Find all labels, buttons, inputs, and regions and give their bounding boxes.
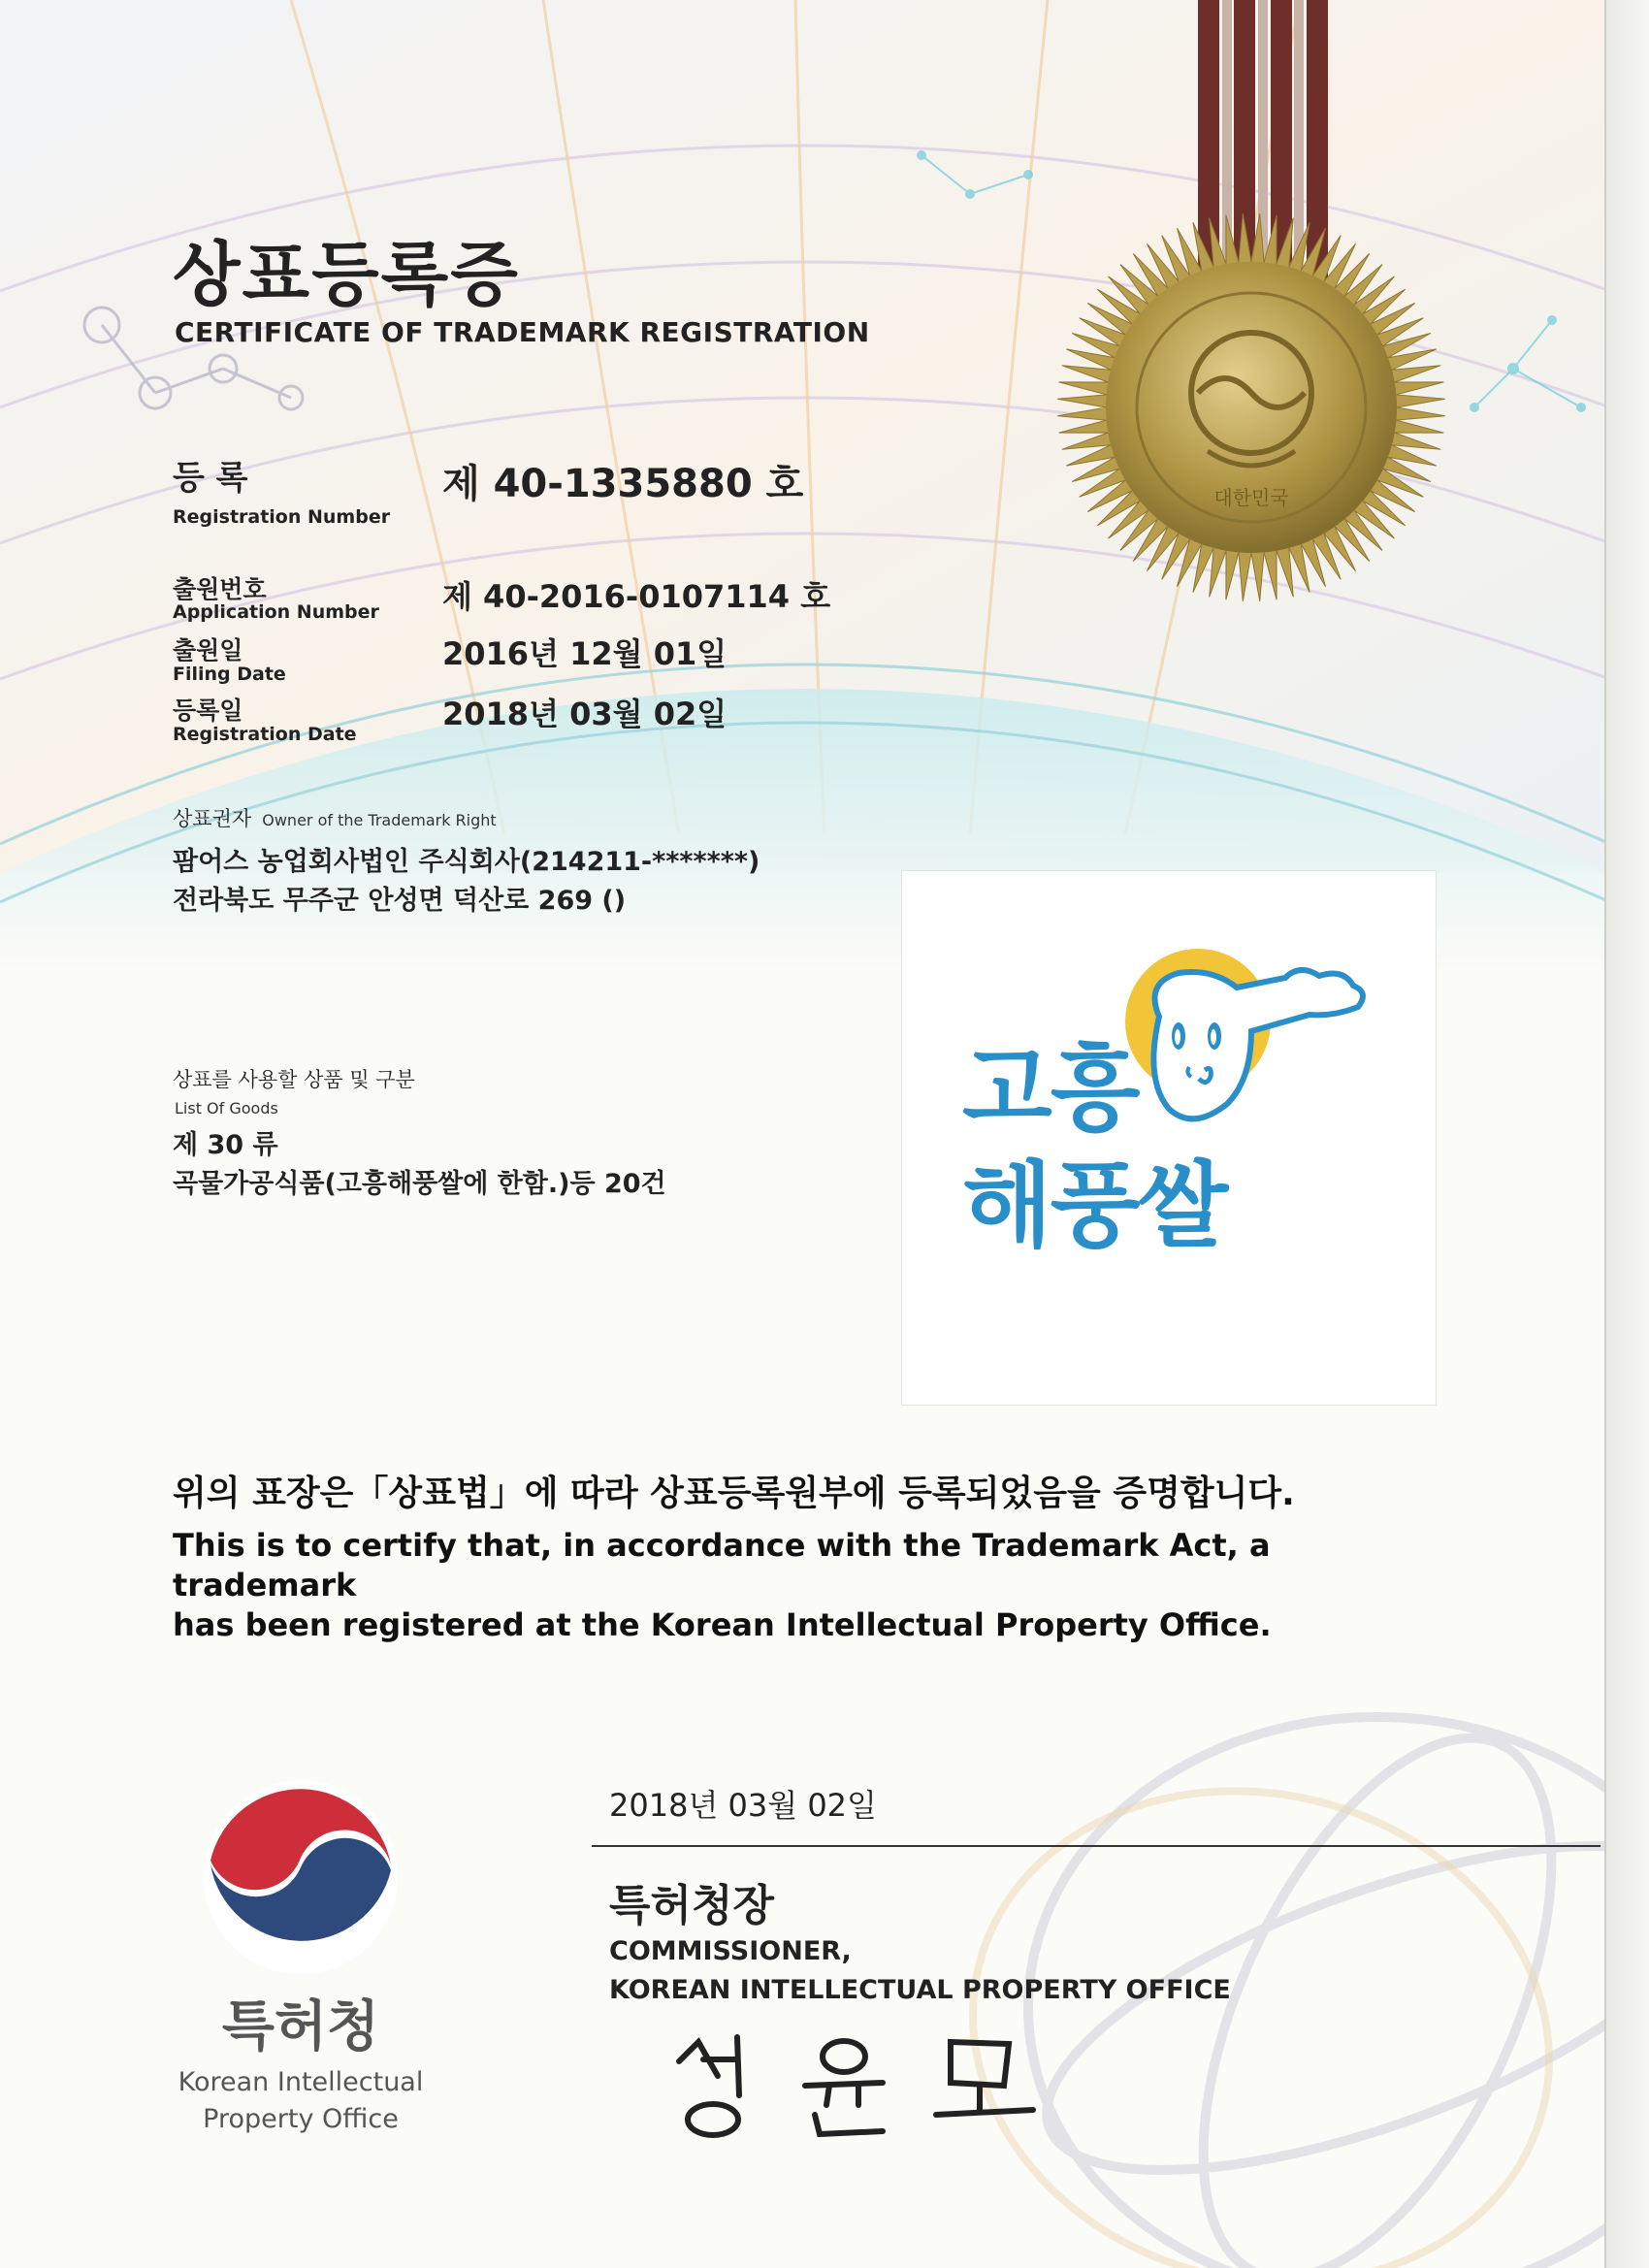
- title-english: CERTIFICATE OF TRADEMARK REGISTRATION: [175, 316, 870, 348]
- agency-name-en-line1: Korean Intellectual: [178, 2067, 424, 2097]
- registration-date-label-en: Registration Date: [173, 724, 357, 745]
- owner-label: [173, 803, 497, 832]
- application-number: 제 40-2016-0107114 호: [442, 578, 831, 615]
- seal-text: 대한민국: [1213, 486, 1289, 509]
- owner-address: 전라북도 무주군 안성면 덕산로 269 (): [173, 886, 627, 916]
- commissioner-title-ko: 특허청장: [609, 1881, 775, 1930]
- goods-class: 제 30 류: [173, 1130, 278, 1160]
- logo-text-line2: 해풍쌀: [962, 1151, 1227, 1260]
- certification-text-en-line1: This is to certify that, in accordance with the Trademark Act, a trademark: [173, 1527, 1271, 1604]
- agency-name-en: [155, 2064, 446, 2138]
- issue-date: 2018년 03월 02일: [609, 1787, 877, 1824]
- owner-label-en: Owner of the Trademark Right: [262, 811, 497, 829]
- owner-label-ko: 상표권자: [173, 807, 252, 830]
- registration-date-label-ko: 등록일: [173, 697, 243, 725]
- goods-label-ko: 상표를 사용할 상품 및 구분: [173, 1068, 415, 1091]
- commissioner-title-en-line1: COMMISSIONER,: [609, 1936, 852, 1966]
- filing-date-label-ko: 출원일: [173, 636, 243, 664]
- agency-name-en-line2: Property Office: [203, 2104, 399, 2134]
- gold-seal: [1052, 209, 1450, 606]
- registration-date: 2018년 03월 02일: [442, 696, 728, 732]
- divider-line: [592, 1845, 1600, 1847]
- registration-label-ko: 등 록: [173, 459, 248, 498]
- certification-text-en-line2: has been registered at the Korean Intellectual Property Office.: [173, 1606, 1272, 1643]
- agency-name-ko: 특허청: [221, 1995, 380, 2058]
- application-label-ko: 출원번호: [173, 575, 267, 603]
- handwritten-signature: [660, 2023, 1067, 2149]
- application-label-en: Application Number: [173, 601, 379, 623]
- certification-text-en: [173, 1526, 1434, 1645]
- goods-items: 곡물가공식품(고흥해풍쌀에 한함.)등 20건: [173, 1169, 666, 1199]
- commissioner-title-en: [609, 1932, 1231, 2010]
- goods-label-en: List Of Goods: [175, 1099, 278, 1118]
- page-edge: [1604, 0, 1649, 2268]
- filing-date: 2016년 12월 01일: [442, 635, 728, 672]
- logo-text-line1: 고흥: [962, 1035, 1139, 1144]
- filing-date-label-en: Filing Date: [173, 664, 286, 685]
- registration-number: 제 40-1335880 호: [442, 462, 804, 506]
- title-korean: 상표등록증: [173, 234, 520, 315]
- trademark-image: [901, 870, 1437, 1406]
- registration-label-en: Registration Number: [173, 506, 391, 528]
- owner-name: 팜어스 농업회사법인 주식회사(214211-*******): [173, 847, 760, 877]
- certification-text-ko: 위의 표장은「상표법」에 따라 상표등록원부에 등록되었음을 증명합니다.: [173, 1474, 1295, 1513]
- commissioner-title-en-line2: KOREAN INTELLECTUAL PROPERTY OFFICE: [609, 1975, 1231, 2005]
- taegeuk-emblem: [199, 1775, 403, 1979]
